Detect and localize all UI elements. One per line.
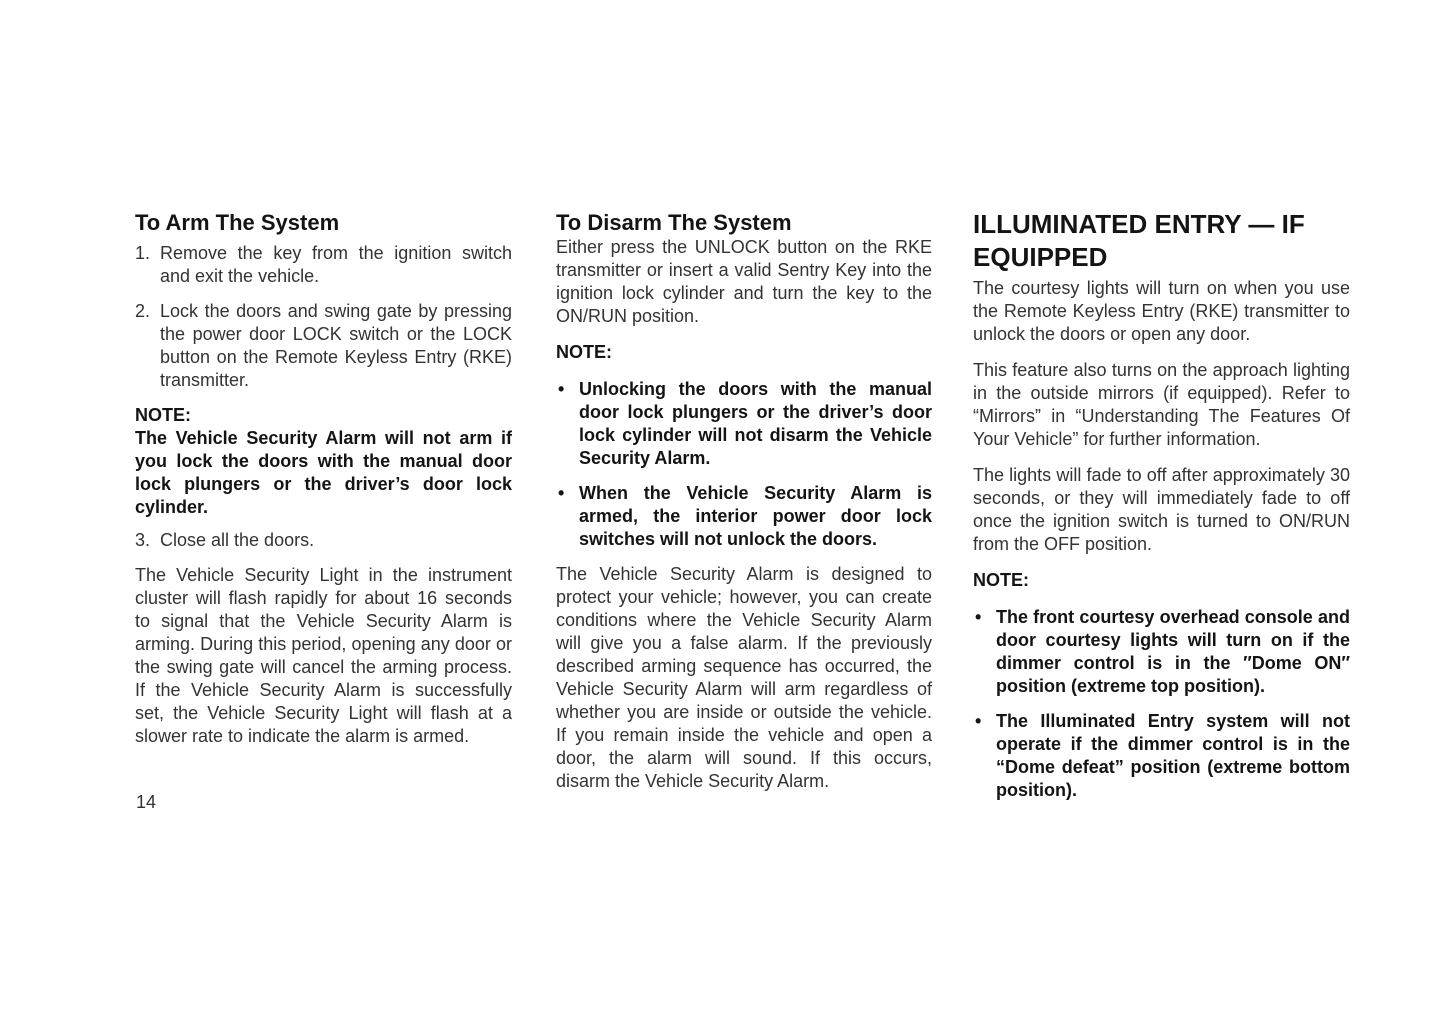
body-paragraph: The lights will fade to off after approximately 30 seconds, or they will immediately fade to off once the ignition switch is turned to ON/RUN from the OFF position.: [973, 465, 1350, 554]
step-marker: 2.: [135, 301, 151, 321]
section-heading-to-arm: To Arm The System: [135, 210, 340, 235]
body-paragraph: The courtesy lights will turn on when you use the Remote Keyless Entry (RKE) transmitter to unlock the doors or open any door.: [973, 278, 1350, 344]
column-to-arm-the-system: [135, 210, 512, 748]
step-marker: 1.: [135, 243, 151, 263]
bullet-text: When the Vehicle Security Alarm is armed, the interior power door lock switches will not unlock the doors.: [579, 483, 932, 549]
bullet-text: The Illuminated Entry system will not operate if the dimmer control is in the “Dome defeat” position (extreme bottom position).: [996, 711, 1350, 800]
bullet-item: [556, 378, 932, 470]
step-text: Close all the doors.: [160, 530, 315, 550]
section-heading-illuminated-entry: ILLUMINATED ENTRY — IF EQUIPPED: [973, 209, 1305, 272]
step-text: Lock the doors and swing gate by pressing the power door LOCK switch or the LOCK button on the Remote Keyless Entry (RKE) transmitter.: [160, 301, 512, 390]
bullet-text: Unlocking the doors with the manual door lock plungers or the driver’s door lock cylinder will not disarm the Vehicle Security Alarm.: [579, 379, 932, 468]
step-marker: 3.: [135, 530, 151, 550]
bullet-marker: •: [975, 607, 982, 627]
numbered-step: [135, 529, 512, 552]
numbered-step: [135, 300, 512, 392]
body-paragraph: The Vehicle Security Light in the instrument cluster will flash rapidly for about 16 seconds to signal that the Vehicle Security Alarm is arming. During this period, opening any door or the swing gate will cancel the arming process. If the Vehicle Security Alarm is successfully set, the Vehicle Security Light will flash at a slower rate to indicate the alarm is armed.: [135, 565, 512, 746]
bullet-marker: •: [975, 711, 982, 731]
body-paragraph: The Vehicle Security Alarm is designed to protect your vehicle; however, you can create conditions where the Vehicle Security Alarm will give you a false alarm. If the previously described arming sequence has occurred, the Vehicle Security Alarm will arm regardless of whether you are inside or outside the vehicle. If you remain inside the vehicle and open a door, the alarm will sound. If this occurs, disarm the Vehicle Security Alarm.: [556, 564, 932, 791]
bullet-item: [556, 482, 932, 551]
note-label: NOTE:: [556, 342, 612, 362]
bullet-marker: •: [558, 379, 565, 399]
bullet-item: [973, 710, 1350, 802]
body-paragraph: This feature also turns on the approach lighting in the outside mirrors (if equipped). Refer to “Mirrors” in “Understanding The Features Of Your Vehicle” for further information.: [973, 360, 1350, 449]
bullet-text: The front courtesy overhead console and door courtesy lights will turn on if the dimmer control is in the ″Dome ON″ position (extreme top position).: [996, 607, 1350, 696]
step-text: Remove the key from the ignition switch and exit the vehicle.: [160, 243, 512, 286]
section-heading-to-disarm: To Disarm The System: [556, 210, 792, 235]
column-to-disarm-the-system: [556, 210, 932, 793]
bullet-item: [973, 606, 1350, 698]
column-illuminated-entry: [973, 208, 1350, 814]
note-text: The Vehicle Security Alarm will not arm if you lock the doors with the manual door lock plungers or the driver’s door lock cylinder.: [135, 428, 512, 517]
note-label: NOTE:: [135, 405, 191, 425]
numbered-step: [135, 242, 512, 288]
body-paragraph: Either press the UNLOCK button on the RKE transmitter or insert a valid Sentry Key into the ignition lock cylinder and turn the key to the ON/RUN position.: [556, 237, 932, 326]
bullet-marker: •: [558, 483, 565, 503]
page-number: 14: [136, 792, 157, 812]
note-label: NOTE:: [973, 570, 1029, 590]
